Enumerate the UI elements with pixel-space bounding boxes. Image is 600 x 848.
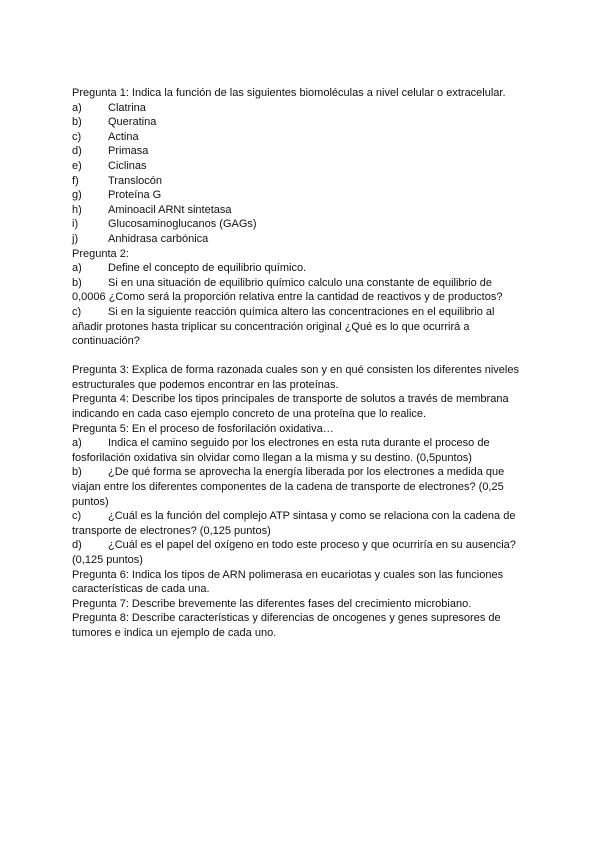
item-text: Aminoacil ARNt sintetasa <box>108 203 232 216</box>
exam-document <box>72 86 524 641</box>
item-text: Clatrina <box>108 101 146 114</box>
item-text: Queratina <box>108 116 157 129</box>
item-text: Define el concepto de equilibrio químico. <box>108 262 307 275</box>
question-8: Pregunta 8: Describe características y diferencias de oncogenes y genes supresores de tumores e indica un ejemplo de cada uno. <box>72 612 501 639</box>
item-label: a) <box>72 437 82 450</box>
item-text: Primasa <box>108 145 149 158</box>
item-label: a) <box>72 262 82 275</box>
list-item <box>72 305 524 349</box>
list-item <box>72 144 524 159</box>
list-item <box>72 101 524 116</box>
item-label: a) <box>72 101 82 114</box>
list-item <box>72 115 524 130</box>
item-text: Si en la siguiente reacción química altero las concentraciones en el equilibrio al añadir protones hasta triplicar su concentración original ¿Qué es lo que ocurrirá a continuación? <box>72 305 495 348</box>
list-item <box>72 188 524 203</box>
list-item <box>72 130 524 145</box>
item-label: g) <box>72 189 82 202</box>
list-item <box>72 538 524 567</box>
question-1-title: Pregunta 1: Indica la función de las siguientes biomoléculas a nivel celular o extracelular. <box>72 87 506 99</box>
list-item <box>72 436 524 465</box>
item-text: Indica el camino seguido por los electrones en esta ruta durante el proceso de fosforilación oxidativa sin olvidar como llegan a la misma y su destino. (0,5puntos) <box>72 437 490 464</box>
item-label: d) <box>72 539 82 552</box>
item-text: ¿Cuál es la función del complejo ATP sintasa y como se relaciona con la cadena de transporte de electrones? (0,125 puntos) <box>72 510 516 537</box>
list-item <box>72 159 524 174</box>
item-label: f) <box>72 174 79 187</box>
item-label: c) <box>72 305 82 318</box>
item-text: Anhidrasa carbónica <box>108 232 209 245</box>
item-text: ¿Cuál es el papel del oxígeno en todo este proceso y que ocurriría en su ausencia? (0,125 puntos) <box>72 539 516 566</box>
item-label: i) <box>72 218 79 231</box>
question-7: Pregunta 7: Describe brevemente las diferentes fases del crecimiento microbiano. <box>72 597 472 610</box>
question-6: Pregunta 6: Indica los tipos de ARN polimerasa en eucariotas y cuales son las funciones características de cada una. <box>72 568 504 596</box>
item-text: Actina <box>108 130 139 143</box>
item-text: Ciclinas <box>108 159 147 172</box>
item-label: b) <box>72 116 82 129</box>
item-label: d) <box>72 145 82 158</box>
question-3: Pregunta 3: Explica de forma razonada cuales son y en qué consisten los diferentes niveles estructurales que podemos encontrar en las proteínas. <box>72 364 519 391</box>
item-label: h) <box>72 203 82 216</box>
item-label: b) <box>72 276 82 289</box>
question-4: Pregunta 4: Describe los tipos principales de transporte de solutos a través de membrana indicando en cada caso ejemplo concreto de una proteína que lo realice. <box>72 393 509 421</box>
item-text: Si en una situación de equilibrio químico calculo una constante de equilibrio de 0,0006 ¿Como será la proporción relativa entre la cantidad de reactivos y de productos? <box>72 276 503 304</box>
item-label: c) <box>72 130 82 143</box>
list-item <box>72 465 524 509</box>
item-label: b) <box>72 466 82 479</box>
item-label: j) <box>72 232 79 245</box>
list-item <box>72 217 524 232</box>
question-5-title: Pregunta 5: En el proceso de fosforilación oxidativa… <box>72 422 334 435</box>
question-2-title: Pregunta 2: <box>72 247 129 260</box>
list-item <box>72 203 524 218</box>
item-text: Translocón <box>108 174 163 187</box>
item-text: Glucosaminoglucanos (GAGs) <box>108 218 257 231</box>
item-label: e) <box>72 159 82 172</box>
item-label: c) <box>72 510 82 523</box>
list-item <box>72 232 524 247</box>
blank-line <box>72 349 524 364</box>
list-item <box>72 276 524 305</box>
item-text: Proteína G <box>108 189 162 202</box>
item-text: ¿De qué forma se aprovecha la energía liberada por los electrones a medida que viajan entre los diferentes componentes de la cadena de transporte de electrones? (0,25 puntos) <box>72 466 505 508</box>
list-item <box>72 509 524 538</box>
list-item <box>72 174 524 189</box>
list-item <box>72 261 524 276</box>
